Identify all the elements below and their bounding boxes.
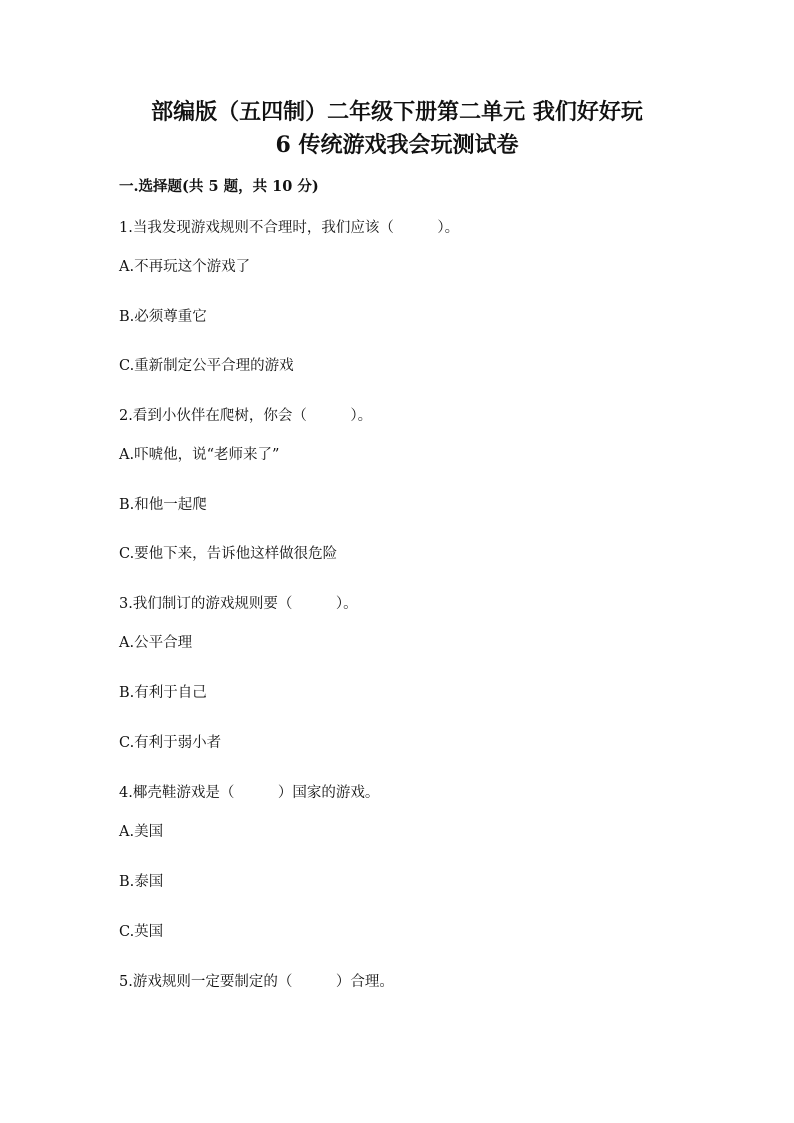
- question-1-option-c: C.重新制定公平合理的游戏: [119, 358, 294, 374]
- question-1-option-b: B.必须尊重它: [119, 309, 207, 325]
- question-5-stem: 5.游戏规则一定要制定的（ ）合理。: [119, 974, 394, 990]
- exam-title-line-2: 6 传统游戏我会玩测试卷: [275, 132, 519, 158]
- question-2-option-c: C.要他下来，告诉他这样做很危险: [119, 546, 338, 562]
- question-4-option-a: A.美国: [119, 824, 164, 840]
- question-4-stem: 4.椰壳鞋游戏是（ ）国家的游戏。: [119, 785, 380, 801]
- question-3-stem: 3.我们制订的游戏规则要（ ）。: [119, 596, 358, 612]
- question-4-option-b: B.泰国: [119, 874, 164, 890]
- question-2-option-b: B.和他一起爬: [119, 497, 207, 513]
- question-3-option-b: B.有利于自己: [119, 685, 207, 701]
- question-3-option-a: A.公平合理: [119, 635, 193, 651]
- question-2-stem: 2.看到小伙伴在爬树，你会（ ）。: [119, 408, 373, 424]
- question-1-stem: 1.当我发现游戏规则不合理时，我们应该（ ）。: [119, 220, 460, 236]
- question-2-option-a: A.吓唬他，说“老师来了”: [119, 447, 280, 463]
- question-1-option-a: A.不再玩这个游戏了: [119, 259, 251, 275]
- exam-title-line-1: 部编版（五四制）二年级下册第二单元 我们好好玩: [151, 99, 643, 125]
- question-4-option-c: C.英国: [119, 924, 164, 940]
- question-3-option-c: C.有利于弱小者: [119, 735, 222, 751]
- section-heading: 一.选择题(共 5 题，共 10 分): [119, 178, 319, 195]
